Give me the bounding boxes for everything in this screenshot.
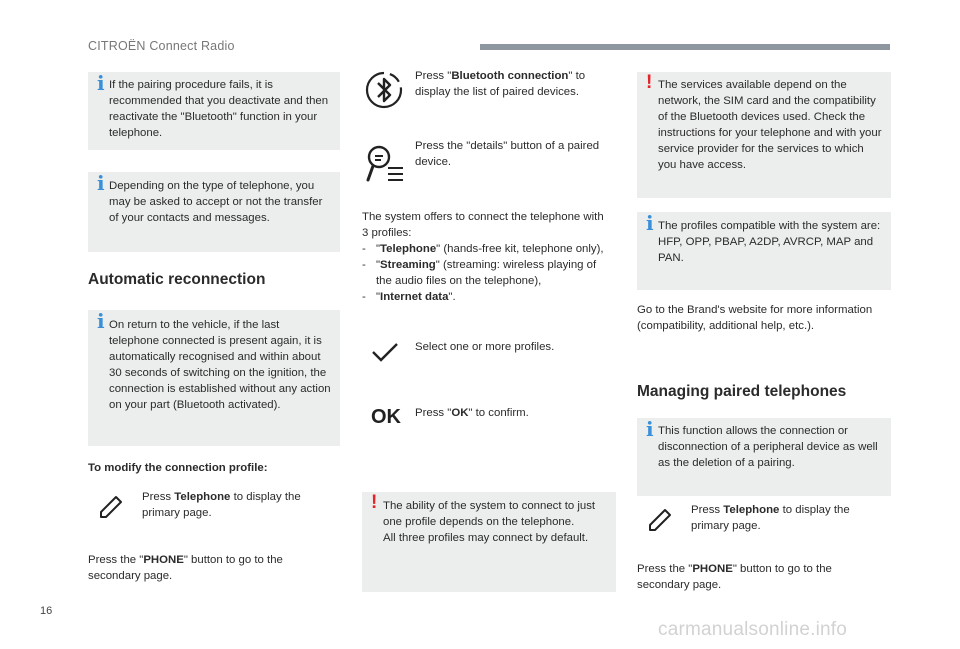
info-box-managing bbox=[637, 418, 891, 496]
info-icon: i bbox=[97, 71, 105, 95]
pencil-icon bbox=[647, 507, 675, 533]
header-bar bbox=[480, 44, 890, 50]
warning-box-services bbox=[637, 72, 891, 198]
profiles-intro: The system offers to connect the telephone with 3 profiles: bbox=[362, 211, 604, 239]
warning-text: The services available depend on the network, the SIM card and the compatibility of the Bluetooth devices used. Check the instructions for your telephone and with your service provider for the services to which you have access. bbox=[658, 79, 882, 171]
info-text: If the pairing procedure fails, it is recommended that you deactivate and then reactivate the "Bluetooth" function in your telephone. bbox=[109, 79, 329, 139]
website-text: Go to the Brand's website for more information (compatibility, additional help, etc.). bbox=[637, 304, 873, 332]
info-box-reconnection bbox=[88, 310, 340, 446]
press-telephone-text: Press Telephone to display the primary page. bbox=[691, 504, 850, 532]
list-item: - "Streaming" (streaming: wireless playing of the audio files on the telephone), bbox=[362, 257, 614, 289]
section-heading-managing-paired: Managing paired telephones bbox=[637, 383, 847, 400]
watermark: carmanualsonline.info bbox=[658, 619, 848, 640]
press-ok-text: Press "OK" to confirm. bbox=[415, 407, 529, 419]
info-icon: i bbox=[646, 211, 654, 235]
phone-label: PHONE bbox=[143, 554, 184, 566]
press-telephone-text: Press Telephone to display the primary page. bbox=[142, 491, 301, 519]
info-box-pairing-fails bbox=[88, 72, 340, 150]
pencil-icon bbox=[98, 494, 126, 520]
phone-label: PHONE bbox=[692, 563, 733, 575]
page-number: 16 bbox=[40, 605, 53, 617]
info-box-transfer bbox=[88, 172, 340, 252]
press-phone-text: Press the "PHONE" button to go to the secondary page. bbox=[637, 563, 832, 591]
modify-profile-title: To modify the connection profile: bbox=[88, 462, 268, 474]
list-item: - "Internet data". bbox=[362, 289, 614, 305]
bluetooth-connection-text: Press "Bluetooth connection" to display the list of paired devices. bbox=[415, 70, 586, 98]
info-icon: i bbox=[97, 309, 105, 333]
bluetooth-icon bbox=[364, 68, 404, 112]
checkmark-icon bbox=[370, 340, 400, 366]
info-text: On return to the vehicle, if the last telephone connected is present again, it is automatically recognised and within about 30 seconds of switching on the ignition, the connection is established without any action on your part (Bluetooth activated). bbox=[109, 319, 331, 411]
info-text: This function allows the connection or disconnection of a peripheral device as well as the deletion of a pairing. bbox=[658, 425, 878, 469]
telephone-label: Telephone bbox=[723, 504, 780, 516]
list-item: - "Telephone" (hands-free kit, telephone only), bbox=[362, 241, 614, 257]
bluetooth-connection-label: Bluetooth connection bbox=[451, 70, 569, 82]
info-icon: i bbox=[646, 417, 654, 441]
header-brand: CITROËN Connect Radio bbox=[88, 39, 235, 53]
select-profiles-text: Select one or more profiles. bbox=[415, 341, 555, 353]
press-phone-text: Press the "PHONE" button to go to the secondary page. bbox=[88, 554, 283, 582]
details-text: Press the "details" button of a paired device. bbox=[415, 140, 600, 168]
profiles-list bbox=[362, 241, 614, 305]
warning-text: The ability of the system to connect to just one profile depends on the telephone. All three profiles may connect by default. bbox=[383, 500, 596, 544]
ok-label: OK bbox=[451, 407, 469, 419]
warning-icon: ! bbox=[646, 72, 653, 93]
info-icon: i bbox=[97, 171, 105, 195]
section-heading-automatic-reconnection: Automatic reconnection bbox=[88, 271, 266, 288]
telephone-label: Telephone bbox=[174, 491, 231, 503]
info-text: Depending on the type of telephone, you may be asked to accept or not the transfer of your contacts and messages. bbox=[109, 180, 323, 224]
ok-icon: OK bbox=[371, 406, 401, 428]
info-box-compatible-profiles bbox=[637, 212, 891, 290]
warning-box-profiles bbox=[362, 492, 616, 592]
warning-icon: ! bbox=[371, 492, 378, 513]
details-icon bbox=[366, 142, 406, 184]
info-text: The profiles compatible with the system are: HFP, OPP, PBAP, A2DP, AVRCP, MAP and PAN. bbox=[658, 220, 881, 264]
